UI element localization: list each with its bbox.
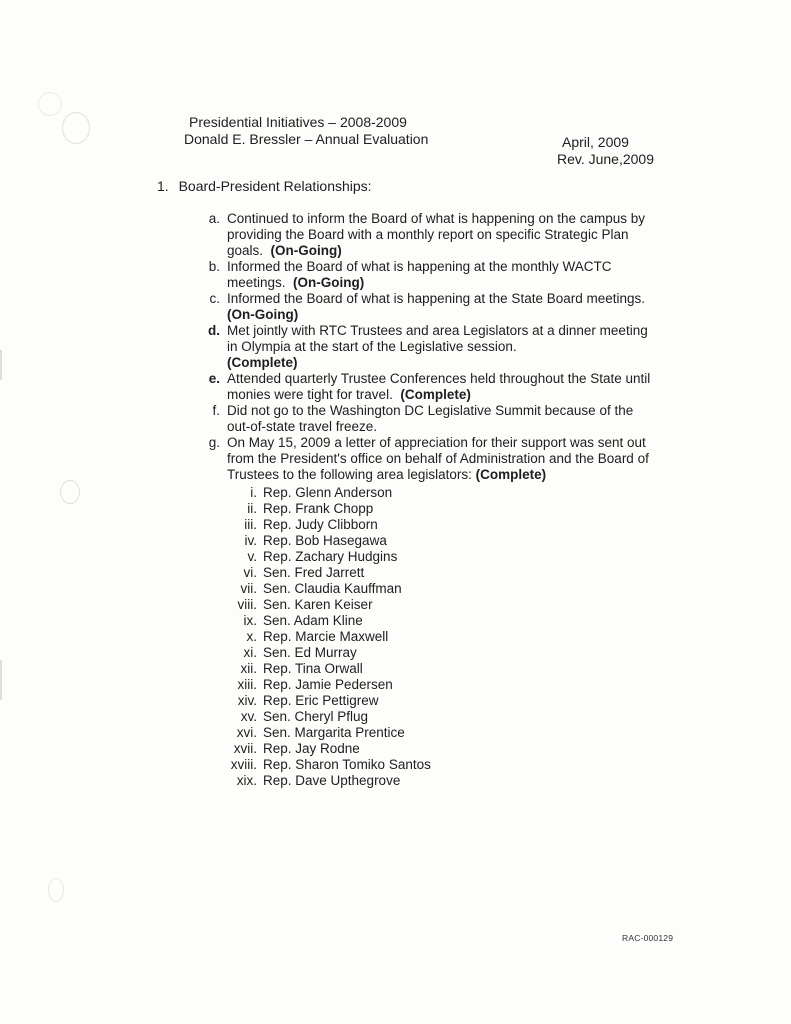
document-title [184,114,429,148]
scan-artifact [60,480,80,504]
item-text [227,403,660,435]
legislator-name: Sen. Claudia Kauffman [263,581,402,596]
legislator-row [220,501,431,517]
legislator-row [220,693,431,709]
legislator-name: Sen. Cheryl Pflug [263,709,369,724]
list-item [200,211,660,259]
legislator-numeral: xviii. [230,757,257,772]
item-text [227,291,660,323]
legislator-numeral: xvi. [236,725,257,740]
legislator-name: Sen. Fred Jarrett [263,565,365,580]
item-letter: f. [212,403,220,418]
legislator-numeral: iv. [244,533,257,548]
title-line-1: Presidential Initiatives – 2008-2009 [189,114,407,130]
legislator-name: Rep. Jamie Pedersen [263,677,393,692]
item-status: (Complete) [400,387,471,402]
list-item [200,371,660,403]
item-letter: e. [208,371,220,386]
item-letter: d. [208,323,220,338]
legislator-numeral: i. [250,485,257,500]
legislator-name: Rep. Dave Upthegrove [263,773,401,788]
legislator-row [220,741,431,757]
legislator-name: Sen. Margarita Prentice [263,725,405,740]
item-text [227,211,660,259]
list-item [200,259,660,291]
item-status: (On-Going) [293,275,365,290]
list-item [200,323,660,371]
legislator-row [220,645,431,661]
section-number: 1. [157,178,169,194]
section-title: Board-President Relationships: [178,178,372,194]
legislator-numeral: xi. [243,645,257,660]
item-text [227,371,660,403]
item-text [227,323,660,371]
legislator-name: Rep. Marcie Maxwell [263,629,389,644]
scan-artifact [0,350,2,380]
item-letter: a. [208,211,220,226]
legislator-numeral: x. [246,629,257,644]
scan-artifact [0,660,2,700]
legislator-row [220,661,431,677]
legislator-numeral: vi. [243,565,257,580]
scan-artifact [48,878,64,902]
legislator-name: Sen. Ed Murray [263,645,357,660]
list-item [200,291,660,323]
legislator-name: Rep. Tina Orwall [263,661,363,676]
item-description: Attended quarterly Trustee Conferences held throughout the State until monies were tight for travel. [227,371,651,402]
revision-date: Rev. June,2009 [556,151,654,167]
legislator-row [220,709,431,725]
legislator-name: Rep. Jay Rodne [263,741,360,756]
item-description: Informed the Board of what is happening at the State Board meetings. [227,291,646,306]
scan-artifact [38,92,62,116]
legislator-row [220,565,431,581]
legislator-row [220,597,431,613]
legislator-row [220,549,431,565]
legislator-row [220,581,431,597]
legislator-numeral: ii. [247,501,257,516]
legislator-row [220,773,431,789]
legislator-numeral: ix. [243,613,257,628]
item-status: (On-Going) [227,307,299,322]
date-block [554,134,654,168]
initiative-list [200,211,660,483]
legislator-name: Rep. Eric Pettigrew [263,693,379,708]
title-line-2: Donald E. Bressler – Annual Evaluation [184,131,429,147]
item-text [227,435,660,483]
legislator-name: Rep. Frank Chopp [263,501,374,516]
legislator-list [220,485,431,789]
item-status: (On-Going) [270,243,342,258]
item-text [227,259,660,291]
legislator-name: Sen. Karen Keiser [263,597,373,612]
list-item [200,403,660,435]
legislator-numeral: v. [247,549,257,564]
document-date: April, 2009 [562,134,629,150]
item-description: On May 15, 2009 a letter of appreciation for their support was sent out from the President's office on behalf of Administration and the Board of Trustees to the following area legislators: [227,435,649,482]
legislator-name: Rep. Sharon Tomiko Santos [263,757,431,772]
legislator-name: Rep. Judy Clibborn [263,517,378,532]
scan-artifact [62,112,90,144]
legislator-numeral: xii. [240,661,257,676]
legislator-name: Rep. Glenn Anderson [263,485,393,500]
legislator-numeral: xiii. [237,677,257,692]
item-description: Met jointly with RTC Trustees and area Legislators at a dinner meeting in Olympia at the start of the Legislative session. [227,323,648,354]
section-heading [157,178,372,195]
item-description: Did not go to the Washington DC Legislative Summit because of the out-of-state travel freeze. [227,403,634,434]
legislator-row [220,517,431,533]
legislator-numeral: xiv. [237,693,257,708]
legislator-row [220,725,431,741]
item-letter: b. [208,259,220,274]
legislator-row [220,757,431,773]
legislator-row [220,629,431,645]
legislator-name: Rep. Bob Hasegawa [263,533,387,548]
legislator-numeral: iii. [244,517,257,532]
item-letter: c. [209,291,220,306]
legislator-row [220,485,431,501]
item-letter: g. [208,435,220,450]
bates-number: RAC-000129 [622,933,674,943]
item-status: (Complete) [475,467,547,482]
legislator-row [220,677,431,693]
legislator-numeral: vii. [240,581,257,596]
legislator-row [220,613,431,629]
legislator-numeral: xvii. [233,741,257,756]
item-description: Informed the Board of what is happening at the monthly WACTC meetings. [227,259,612,290]
legislator-numeral: xv. [240,709,257,724]
legislator-row [220,533,431,549]
list-item [200,435,660,483]
item-description: Continued to inform the Board of what is happening on the campus by providing the Board with a monthly report on specific Strategic Plan goals. [227,211,646,258]
legislator-numeral: xix. [236,773,257,788]
legislator-name: Sen. Adam Kline [263,613,363,628]
legislator-numeral: viii. [237,597,257,612]
legislator-name: Rep. Zachary Hudgins [263,549,398,564]
item-status: (Complete) [227,355,298,370]
